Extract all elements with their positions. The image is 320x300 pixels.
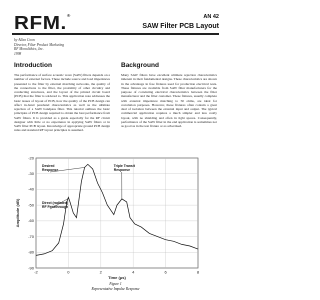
x-tick-label: 2	[99, 269, 102, 275]
annotation-triple-transit: Triple Transit Response	[113, 164, 135, 172]
y-tick-label: -70	[28, 233, 34, 239]
y-tick-label: -90	[28, 265, 34, 271]
byline-position: Director, Filter Product Marketing	[14, 42, 65, 47]
background-body: Many SAW filters have excellent ultimate rejection characteristics inherent in their fundamental designs. These characteristics are shown in the advantage in free fixtures used for production electrical tests. These fixtures are available from SAW filter manufacturers for the purpose of correlating electrical characteristics between the filter manufacturer and the filter customer. These fixtures, usually complete with external impedance matching to 50 ohms, are ideal for correlation purposes. However, these fixtures often contain a great deal of isolation between the external input and output. The typical commercial application requires a much simpler and less costly layout, with no shielding and often in tight spaces. Consequently, performance of the SAW filter in the end application is sometimes not as good as in the test fixture or as advertised.	[121, 73, 217, 128]
annotation-desired-response: Desired Response	[42, 164, 59, 172]
background-heading: Background	[121, 62, 159, 69]
y-tick-label: -20	[28, 155, 34, 161]
document-title: SAW Filter PCB Layout	[142, 23, 219, 30]
byline-year: 1998	[14, 51, 22, 56]
impulse-response-chart	[0, 150, 231, 282]
x-tick-label: -2	[34, 269, 38, 275]
company-logo: RFM.®	[14, 13, 71, 33]
byline-author: by Allan Coon	[14, 38, 35, 42]
x-tick-label: 8	[196, 269, 200, 275]
impulse-response-figure	[0, 150, 231, 300]
y-axis-label: Amplitude (dB)	[15, 198, 20, 228]
annotation-rf-feedthrough: Direct (radiated) RF Feedthrough	[42, 201, 69, 209]
x-axis-label: Time (μs)	[108, 275, 126, 280]
app-note-number: AN 42	[203, 14, 219, 20]
x-tick-label: 6	[164, 269, 167, 275]
y-tick-label: -30	[28, 171, 34, 177]
byline	[14, 38, 104, 56]
introduction-heading: Introduction	[14, 62, 52, 69]
plot-frame	[36, 158, 198, 268]
header-rule	[12, 33, 219, 35]
introduction-body: The performance of surface acoustic wave (SAW) filters depends on a number of external factors. These include source and load impedances presented to the filter by external matching networks, the quality of the connections to the filter, the proximity of other circuitry and conducting structures, and the layout of the printed circuit board (PCB) that the filter is soldered to. This application note addresses the basic issues of layout of PCB, how the quality of the PCB design can affect in-band passband characteristics as well as the ultimate rejection of a SAW bandpass filter. This tutorial outlines the basic principles of PCB design required to obtain the best performance from SAW filters. It is provided as a guide especially for the RF circuit designer with little or no experience in applying SAW filters or in SAW filter PCB layout. Knowledge of appropriate ground PCB design rules and standard RF layout principles is assumed.	[14, 73, 110, 133]
figure-caption: Representative Impulse Response	[91, 286, 140, 291]
y-tick-label: -60	[28, 218, 34, 224]
y-tick-label: -40	[28, 186, 34, 192]
x-tick-label: 4	[132, 269, 135, 275]
x-tick-label: 0	[67, 269, 70, 275]
y-tick-label: -80	[28, 249, 34, 255]
y-tick-label: -50	[28, 202, 34, 208]
byline-company: RF Monolithics, Inc.	[14, 47, 44, 52]
figure-number: Figure 1	[109, 282, 122, 286]
